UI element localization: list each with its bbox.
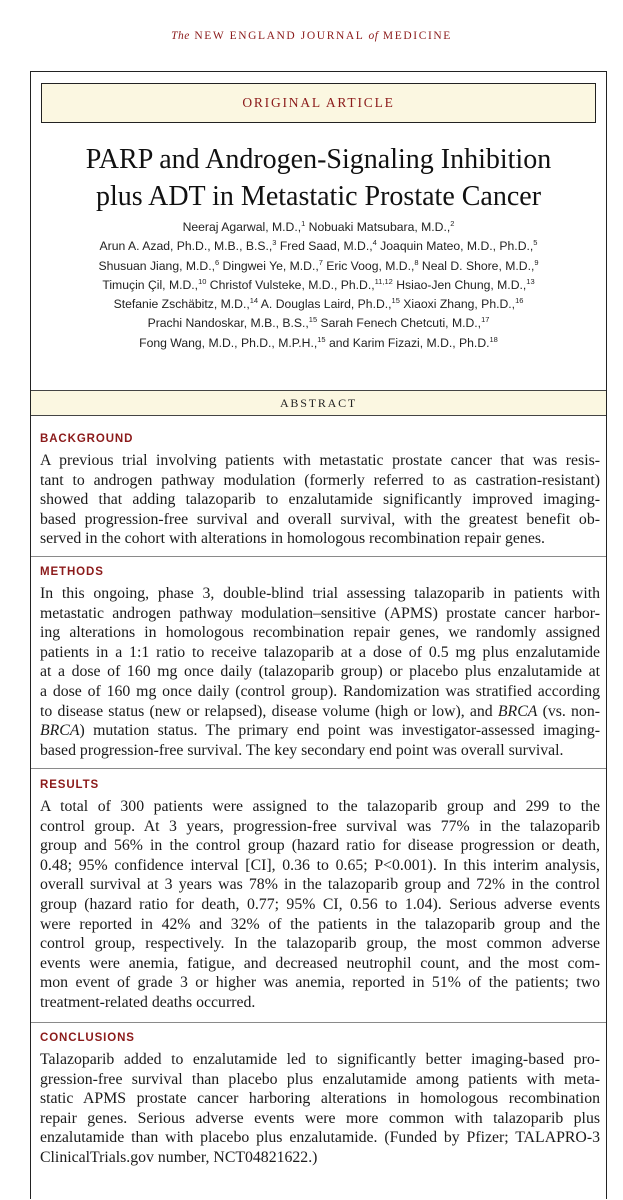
article-type-label: ORIGINAL ARTICLE (242, 95, 395, 110)
author-affiliation: 4 (372, 238, 377, 248)
background-heading: BACKGROUND (40, 433, 134, 445)
conclusions-line: enzalutamide than with placebo plus enzalutamide. (Funded by Pfizer; TALAPRO-3 (40, 1129, 600, 1147)
conclusions-line: gression-free survival than placebo plus enzalutamide among patients with meta- (40, 1070, 600, 1088)
conclusions-line: static APMS prostate cancer harboring alterations in homologous recombination (40, 1090, 600, 1108)
journal-of: of (368, 30, 379, 42)
author-name: Nobuaki Matsubara, M.D., (305, 220, 451, 234)
methods-line: ing alterations in homologous recombination repair genes, we randomly assigned (40, 624, 600, 642)
author-name: Timuçin Çil, M.D., (102, 277, 199, 292)
author-list (30, 218, 607, 353)
section-divider (31, 556, 606, 557)
methods-line: to disease status (new or relapsed), disease volume (high or low), and BRCA (vs. non- (40, 702, 600, 720)
author-affiliation: 8 (414, 257, 419, 267)
results-line: control group. At 3 years, progression-free survival was 77% in the talazoparib (40, 817, 600, 835)
author-name: Joaquin Mateo, M.D., Ph.D., (376, 239, 534, 254)
results-line: overall survival at 3 years was 78% in the talazoparib group and 72% in the control (40, 876, 600, 894)
results-line: treatment-related deaths occurred. (40, 993, 256, 1011)
methods-line: based progression-free survival. The key secondary end point was overall survival. (40, 741, 564, 759)
section-divider (31, 768, 606, 769)
author-name: Eric Voog, M.D., (322, 258, 415, 273)
author-name: Neal D. Shore, M.D., (418, 258, 535, 273)
author-affiliation: 16 (515, 296, 524, 306)
author-name: Prachi Nandoskar, M.B., B.S., (147, 316, 309, 331)
author-name: Shusuan Jiang, M.D., (98, 258, 215, 273)
author-line (30, 276, 607, 295)
methods-line: In this ongoing, phase 3, double-blind trial assessing talazoparib in patients with (40, 585, 600, 602)
author-name: Dingwei Ye, M.D., (219, 258, 319, 273)
conclusions-line: repair genes. Serious adverse events were more common with talazoparib plus (40, 1109, 600, 1127)
author-affiliation: 3 (272, 238, 277, 248)
author-affiliation: 2 (450, 218, 455, 228)
author-name: and Karim Fizazi, M.D., Ph.D. (325, 335, 490, 350)
author-affiliation: 18 (489, 334, 498, 344)
author-name: Christof Vulsteke, M.D., Ph.D., (206, 277, 375, 292)
background-line: served in the cohort with alterations in homologous recombination repair genes. (40, 530, 545, 548)
section-divider (31, 1022, 606, 1023)
background-line: tant to androgen pathway modulation (formerly referred to as castration-resistant) (40, 471, 600, 489)
title-line-2: plus ADT in Metastatic Prostate Cancer (95, 181, 542, 212)
methods-line: patients in a 1:1 ratio to receive talazoparib at a dose of 0.5 mg plus enzalutamide (40, 643, 600, 661)
background-line: A previous trial involving patients with metastatic prostate cancer that was resis- (40, 452, 600, 469)
methods-line: at a dose of 160 mg once daily (talazoparib group) or placebo plus enzalutamide at (40, 663, 600, 681)
results-line: were reported in 42% and 32% of the patients in the talazoparib group and the (40, 915, 600, 933)
abstract-label: ABSTRACT (279, 395, 358, 410)
author-name: Xiaoxi Zhang, Ph.D., (399, 297, 516, 312)
author-name: Hsiao-Jen Chung, M.D., (392, 277, 527, 292)
methods-line: BRCA) mutation status. The primary end point was investigator-assessed imaging- (40, 722, 600, 740)
conclusions-line: ClinicalTrials.gov number, NCT04821622.) (40, 1148, 318, 1166)
background-body (40, 451, 600, 549)
journal-name: NEW ENGLAND JOURNAL (194, 30, 364, 42)
article-type-box (41, 83, 596, 123)
results-heading: RESULTS (40, 779, 100, 791)
journal-the: The (171, 30, 190, 42)
article-title (30, 141, 607, 215)
author-affiliation: 13 (526, 276, 535, 286)
results-line: 0.48; 95% confidence interval [CI], 0.36 to 0.65; P<0.001). In this interim analysis, (40, 856, 600, 874)
author-affiliation: 6 (215, 257, 220, 267)
author-name: Fong Wang, M.D., Ph.D., M.P.H., (139, 335, 318, 350)
abstract-bar (31, 390, 606, 416)
author-affiliation: 7 (318, 257, 323, 267)
results-line: events were anemia, fatigue, and decreased neutrophil count, and the most com- (40, 954, 600, 972)
title-line-1: PARP and Androgen-Signaling Inhibition (85, 144, 552, 175)
author-line (30, 218, 607, 237)
methods-body (40, 584, 600, 760)
background-line: showed that adding talazoparib to enzalutamide significantly improved imaging- (40, 491, 600, 509)
methods-line: a dose of 160 mg once daily (control group). Randomization was stratified according (40, 682, 600, 700)
author-affiliation: 10 (198, 276, 207, 286)
journal-masthead (0, 30, 623, 42)
results-body (40, 797, 600, 1013)
methods-heading: METHODS (40, 566, 104, 578)
author-affiliation: 15 (317, 334, 326, 344)
author-affiliation: 11,12 (374, 276, 393, 286)
author-line (30, 295, 607, 314)
journal-medicine: MEDICINE (382, 30, 452, 42)
author-line (30, 314, 607, 333)
author-affiliation: 17 (481, 315, 490, 325)
author-line (30, 257, 607, 276)
author-affiliation: 5 (533, 238, 538, 248)
background-line: based progression-free survival and overall survival, with the greatest benefit ob- (40, 510, 600, 528)
author-affiliation: 1 (301, 218, 306, 228)
results-line: A total of 300 patients were assigned to the talazoparib group and 299 to the (40, 798, 600, 815)
author-name: Stefanie Zschäbitz, M.D., (113, 297, 250, 312)
author-affiliation: 15 (308, 315, 318, 325)
methods-line: metastatic androgen pathway modulation–sensitive (APMS) prostate cancer harbor- (40, 604, 600, 622)
author-name: A. Douglas Laird, Ph.D., (258, 297, 392, 312)
author-name: Neeraj Agarwal, M.D., (182, 220, 302, 234)
conclusions-body (40, 1050, 600, 1168)
author-affiliation: 9 (534, 257, 539, 267)
author-name: Arun A. Azad, Ph.D., M.B., B.S., (99, 239, 273, 254)
results-line: control group, respectively. In the talazoparib group, the most common adverse (40, 935, 600, 953)
author-affiliation: 14 (249, 296, 259, 306)
author-affiliation: 15 (391, 296, 400, 306)
results-line: mon event of grade 3 or higher was anemia, reported in 51% of the patients; two (40, 974, 600, 992)
conclusions-heading: CONCLUSIONS (40, 1032, 135, 1044)
conclusions-line: Talazoparib added to enzalutamide led to significantly better imaging-based pro- (40, 1051, 600, 1068)
author-line (30, 237, 607, 256)
author-name: Sarah Fenech Chetcuti, M.D., (317, 316, 482, 331)
results-line: group and 56% in the control group (hazard ratio for disease progression or death, (40, 837, 600, 855)
results-line: group (hazard ratio for death, 0.77; 95% CI, 0.56 to 1.04). Serious adverse events (40, 895, 600, 913)
author-line (30, 334, 607, 353)
author-name: Fred Saad, M.D., (276, 239, 373, 254)
